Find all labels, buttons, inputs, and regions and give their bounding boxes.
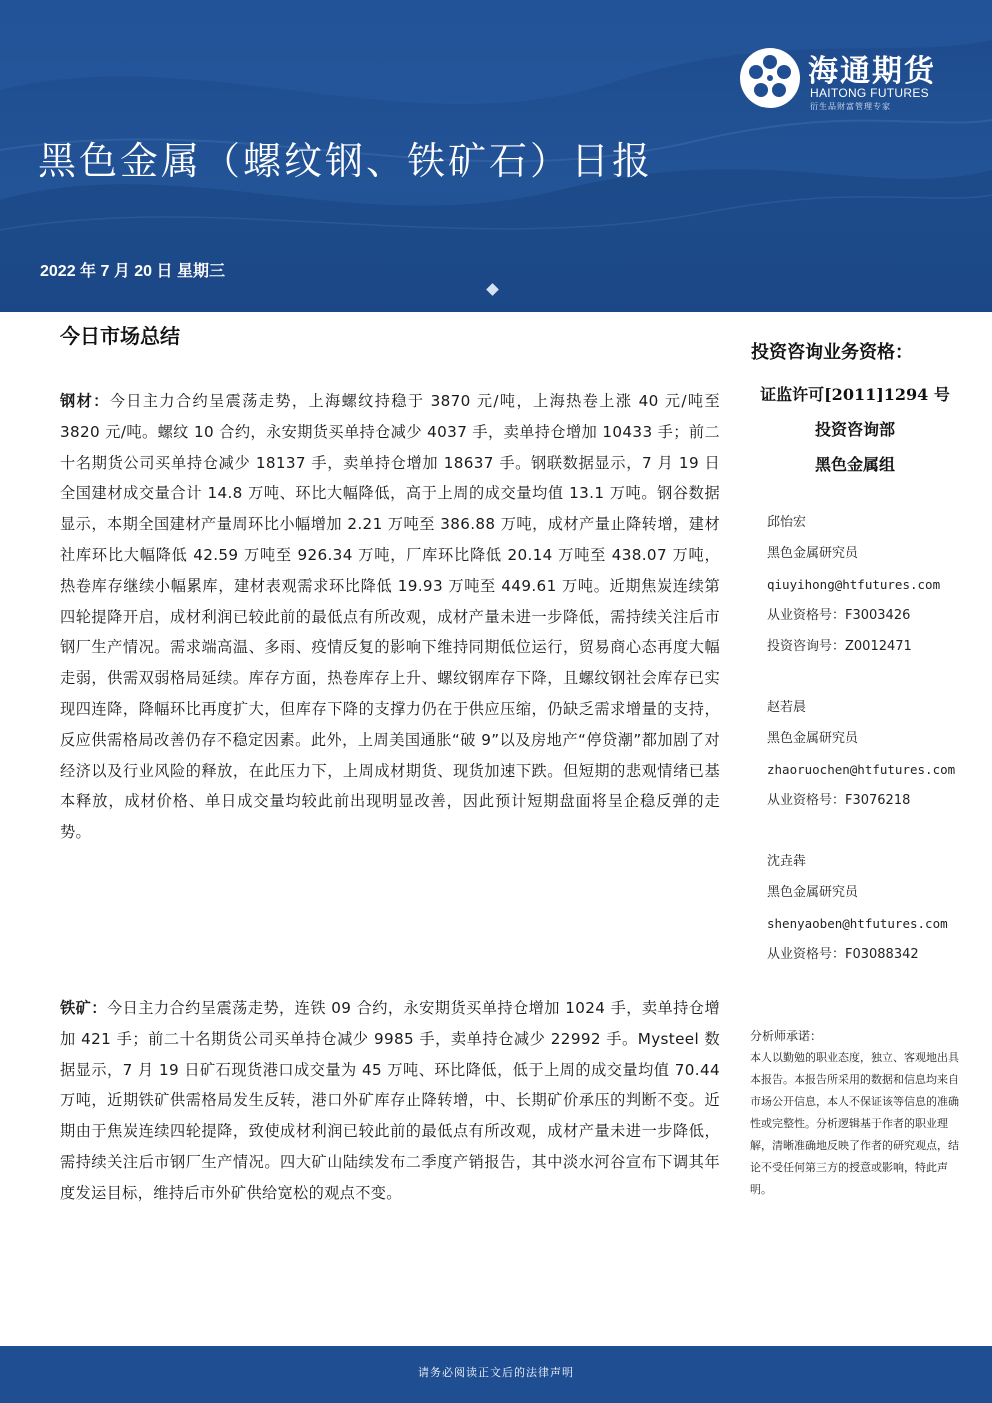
- analyst-card: [767, 846, 948, 970]
- report-date: 2022 年 7 月 20 日 星期三: [40, 263, 225, 280]
- logo-english-name: HAITONG FUTURES: [810, 86, 929, 100]
- analyst-email[interactable]: shenyaoben@htfutures.com: [767, 916, 948, 931]
- analyst-email[interactable]: zhaoruochen@htfutures.com: [767, 762, 956, 777]
- qualification-title: 投资咨询业务资格：: [751, 342, 913, 363]
- report-title: 黑色金属（螺纹钢、铁矿石）日报: [38, 139, 654, 183]
- disclaimer-text: 本人以勤勉的职业态度，独立、客观地出具本报告。本报告所采用的数据和信息均来自市场公开信息，本人不保证该等信息的准确性或完整性。分析逻辑基于作者的职业理解，清晰准确地反映了作者的研究观点，结论不受任何第三方的授意或影响，特此声明。: [750, 1051, 959, 1196]
- analyst-card: [767, 692, 955, 816]
- legal-notice-text: 请务必阅读正文后的法律声明: [418, 1366, 574, 1379]
- logo-slogan: 衍生品财富管理专家: [810, 102, 891, 111]
- disclaimer-title: 分析师承诺：: [750, 1029, 823, 1043]
- steel-text: 今日主力合约呈震荡走势，上海螺纹持稳于 3870 元/吨，上海热卷上涨 40 元/吨至 3820 元/吨。螺纹 10 合约，永安期货买单持仓减少 4037 手，卖单持仓增加 10433 手；前二十名期货公司买单持仓减少 18137 手，卖单持仓增加 18637 手。钢联数据显示，7 月 19 日全国建材成交量合计 14.8 万吨、环比大幅降低，高于上周的成交量均值 13.1 万吨。钢谷数据显示，本期全国建材产量周环比小幅增加 2.21 万吨至 386.88 万吨，成材产量止降转增，建材社库环比大幅降低 42.59 万吨至 926.34 万吨，厂库环比降低 20.14 万吨至 438.07 万吨，热卷库存继续小幅累库，建材表观需求环比降低 19.93 万吨至 449.61 万吨。近期焦炭连续第四轮提降开启，成材利润已较此前的最低点有所改观，成材产量未进一步降低，需持续关注后市钢厂生产情况。需求端高温、多雨、疫情反复的影响下维持同期低位运行，贸易商心态再度大幅走弱，供需双弱格局延续。库存方面，热卷库存上升、螺纹钢库存下降，且螺纹钢社会库存已实现四连降，降幅环比再度扩大，但库存下降的支撑力仍在于供应压缩，仍缺乏需求增量的支持，反应供需格局改善仍存不稳定因素。此外，上周美国通胀“破 9”以及房地产“停贷潮”都加剧了对经济以及行业风险的释放，在此压力下，上周成材期货、现货加速下跌。但短期的悲观情绪已基本释放，成材价格、单日成交量均较此前出现明显改善，因此预计短期盘面将呈企稳反弹的走势。: [60, 392, 720, 842]
- logo-chinese-name: 海通期货: [808, 54, 936, 89]
- analyst-license: 从业资格号：F3003426: [767, 608, 911, 623]
- haitong-emblem-icon: [738, 46, 802, 110]
- analyst-consult-number: 投资咨询号：Z0012471: [767, 639, 912, 654]
- analyst-name: 邱怡宏: [767, 515, 807, 530]
- analyst-license: 从业资格号：F03088342: [767, 947, 919, 962]
- analyst-role: 黑色金属研究员: [767, 731, 859, 746]
- steel-label: 钢材：: [60, 392, 110, 410]
- ore-label: 铁矿：: [60, 999, 107, 1017]
- analyst-disclaimer: [750, 1025, 962, 1201]
- iron-ore-summary-paragraph: [60, 993, 720, 1209]
- section-title: 今日市场总结: [60, 324, 180, 348]
- analyst-license: 从业资格号：F3076218: [767, 793, 911, 808]
- group-name: 黑色金属组: [814, 455, 895, 474]
- ore-text: 今日主力合约呈震荡走势，连铁 09 合约，永安期货买单持仓增加 1024 手，卖单持仓增加 421 手；前二十名期货公司买单持仓减少 9985 手，卖单持仓减少 22992 手。Mysteel 数据显示，7 月 19 日矿石现货港口成交量为 45 万吨、环比降低，低于上周的成交量均值 70.44 万吨，近期铁矿供需格局发生反转，港口外矿库存止降转增，中、长期矿价承压的判断不变。近期由于焦炭连续四轮提降，致使成材利润已较此前的最低点有所改观，成材产量未进一步降低，需持续关注后市钢厂生产情况。四大矿山陆续发布二季度产销报告，其中淡水河谷宣布下调其年度发运目标，维持后市外矿供给宽松的观点不变。: [60, 999, 720, 1202]
- analyst-name: 沈垚犇: [767, 854, 807, 869]
- license-number: 证监许可[2011]1294 号: [760, 385, 950, 404]
- analyst-name: 赵若晨: [767, 700, 807, 715]
- analyst-role: 黑色金属研究员: [767, 546, 859, 561]
- department: 投资咨询部: [814, 420, 895, 439]
- analyst-card: [767, 507, 940, 662]
- page-footer: [0, 1346, 992, 1403]
- company-logo: [738, 44, 968, 114]
- analyst-email[interactable]: qiuyihong@htfutures.com: [767, 577, 941, 592]
- analyst-role: 黑色金属研究员: [767, 885, 859, 900]
- steel-summary-paragraph: [60, 386, 720, 848]
- report-header: [0, 0, 992, 312]
